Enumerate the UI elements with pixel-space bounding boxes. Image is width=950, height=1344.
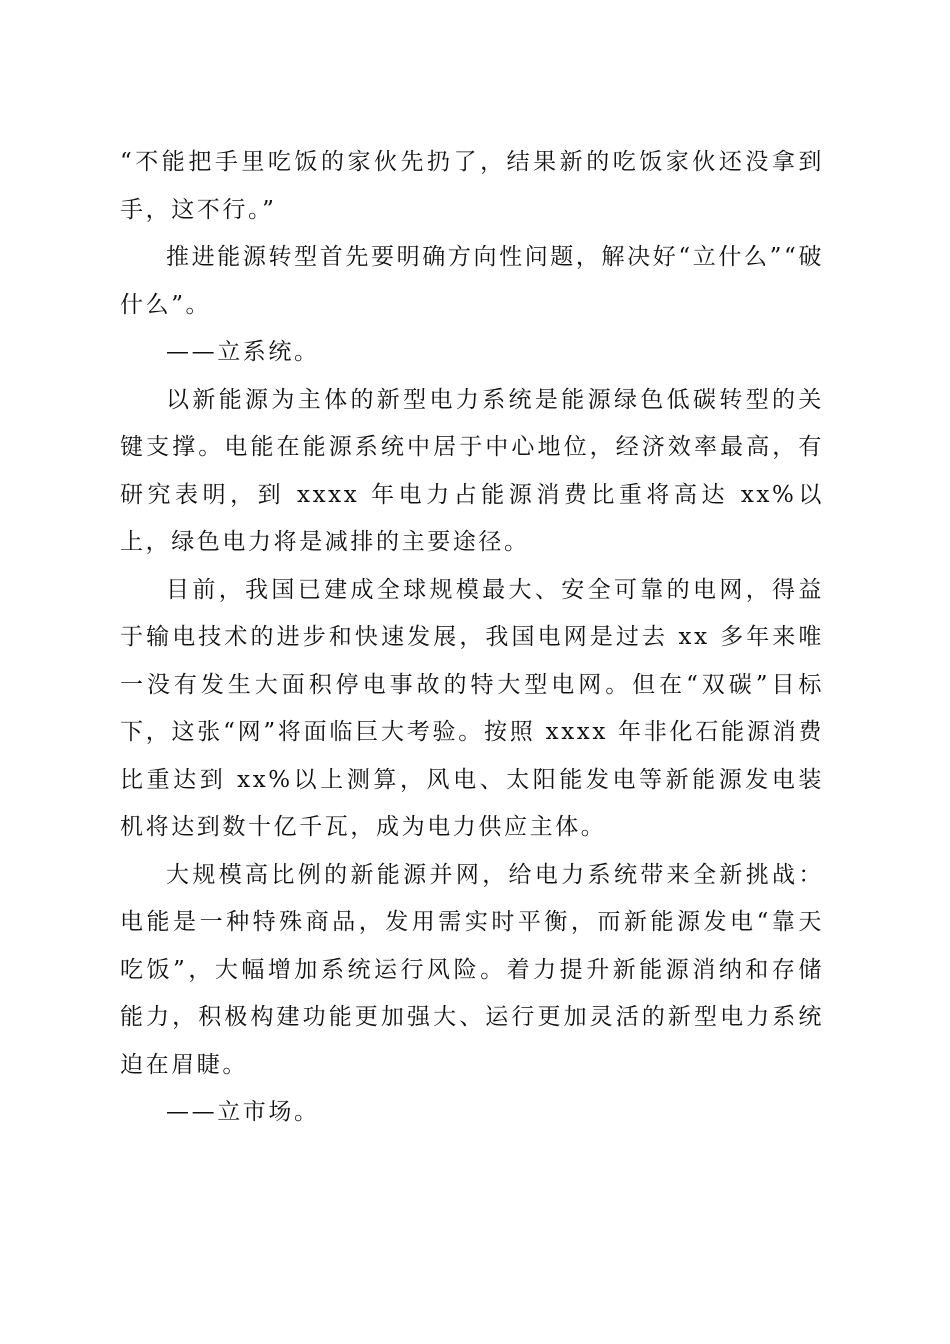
document-body [120,139,824,1137]
paragraph-grid-challenge: 大规模高比例的新能源并网，给电力系统带来全新挑战：电能是一种特殊商品，发用需实时平衡，而新能源发电“靠天吃饭”，大幅增加系统运行风险。着力提升新能源消纳和存储能力，积极构建功能更加强大、运行更加灵活的新型电力系统迫在眉睫。 [120,861,824,1078]
paragraph-new-power-system: 以新能源为主体的新型电力系统是能源绿色低碳转型的关键支撑。电能在能源系统中居于中心地位，经济效率最高，有研究表明，到 xxxx 年电力占能源消费比重将高达 xx%以上，绿色电力将是减排的主要途径。 [120,386,824,555]
section-heading-system: ——立系统。 [166,339,320,365]
paragraph-direction: 推进能源转型首先要明确方向性问题，解决好“立什么”“破什么”。 [120,244,824,318]
paragraph-power-grid: 目前，我国已建成全球规模最大、安全可靠的电网，得益于输电技术的进步和快速发展，我国电网是过去 xx 多年来唯一没有发生大面积停电事故的特大型电网。但在“双碳”目标下，这张“网”将面临巨大考验。按照 xxxx 年非化石能源消费比重达到 xx%以上测算，风电、太阳能发电等新能源发电装机将达到数十亿千瓦，成为电力供应主体。 [120,576,824,840]
paragraph-quote: “不能把手里吃饭的家伙先扔了，结果新的吃饭家伙还没拿到手，这不行。” [120,149,824,223]
section-heading-market: ——立市场。 [166,1099,320,1125]
